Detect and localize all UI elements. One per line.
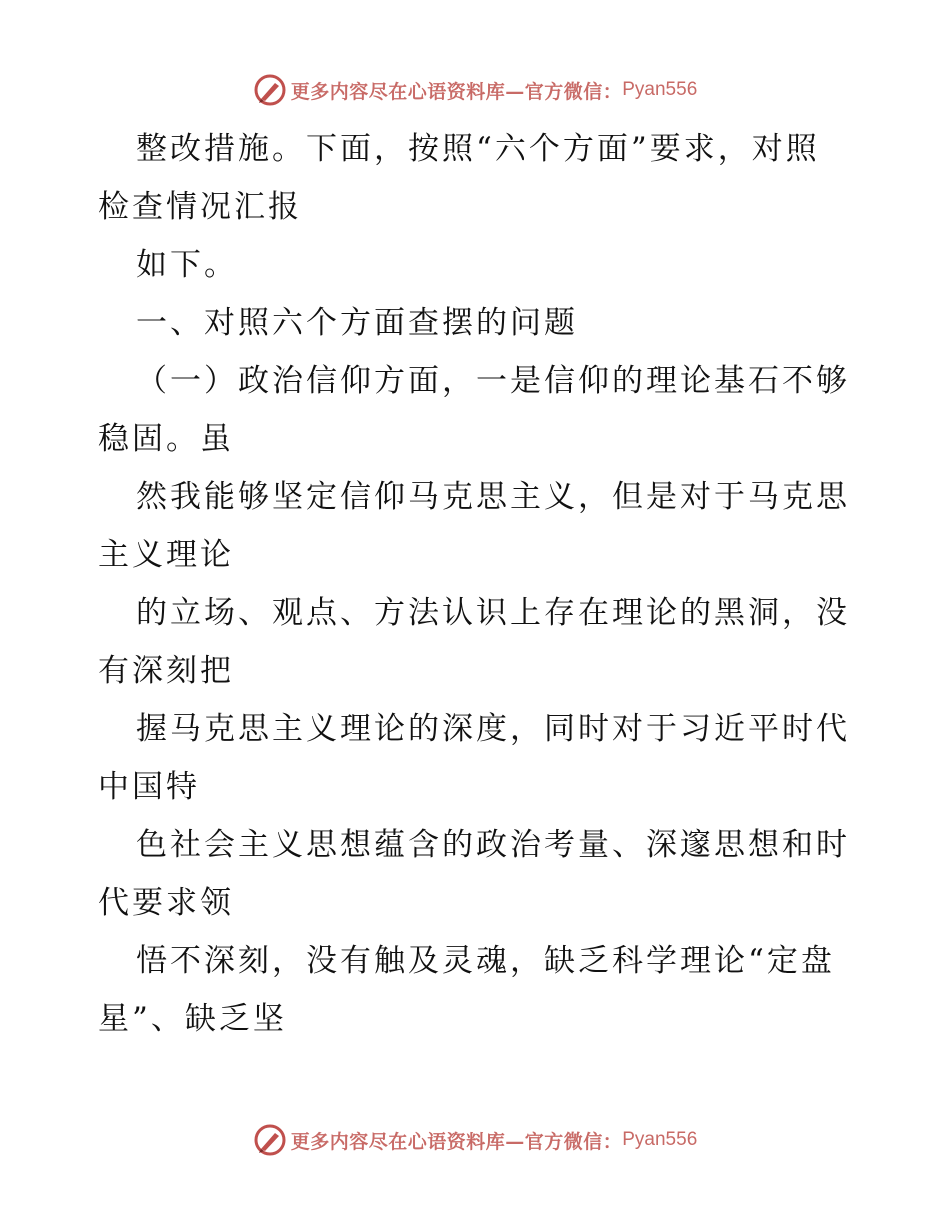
footer-watermark-banner bbox=[0, 1120, 950, 1160]
body-line: 一、对照六个方面查摆的问题 bbox=[136, 305, 578, 341]
body-line: 的立场、观点、方法认识上存在理论的黑洞，没 bbox=[136, 595, 850, 631]
pen-logo-icon bbox=[253, 1123, 287, 1157]
body-line: 如下。 bbox=[136, 247, 238, 283]
body-line: 然我能够坚定信仰马克思主义，但是对于马克思 bbox=[136, 479, 850, 515]
body-line: 主义理论 bbox=[98, 537, 234, 573]
header-banner-wechat-id: Pyan556 bbox=[622, 79, 698, 100]
body-line: 握马克思主义理论的深度，同时对于习近平时代 bbox=[136, 711, 850, 747]
body-line: 稳固。虽 bbox=[98, 421, 234, 457]
body-line: 整改措施。下面，按照“六个方面”要求，对照 bbox=[136, 131, 820, 167]
footer-banner-text: 更多内容尽在心语资料库—官方微信： bbox=[290, 1130, 623, 1153]
body-line: 中国特 bbox=[98, 769, 200, 805]
body-line: （一）政治信仰方面，一是信仰的理论基石不够 bbox=[136, 363, 850, 399]
body-line: 代要求领 bbox=[98, 885, 234, 921]
body-line: 星”、缺乏坚 bbox=[98, 1001, 287, 1037]
pen-logo-icon bbox=[253, 73, 287, 107]
body-line: 有深刻把 bbox=[98, 653, 234, 689]
header-banner-text: 更多内容尽在心语资料库—官方微信： bbox=[290, 80, 623, 103]
body-line: 悟不深刻，没有触及灵魂，缺乏科学理论“定盘 bbox=[136, 943, 835, 979]
header-watermark-banner bbox=[0, 70, 950, 110]
body-line: 检查情况汇报 bbox=[98, 189, 302, 225]
footer-banner-wechat-id: Pyan556 bbox=[622, 1129, 698, 1150]
body-line: 色社会主义思想蕴含的政治考量、深邃思想和时 bbox=[136, 827, 850, 863]
document-body bbox=[98, 120, 858, 1048]
